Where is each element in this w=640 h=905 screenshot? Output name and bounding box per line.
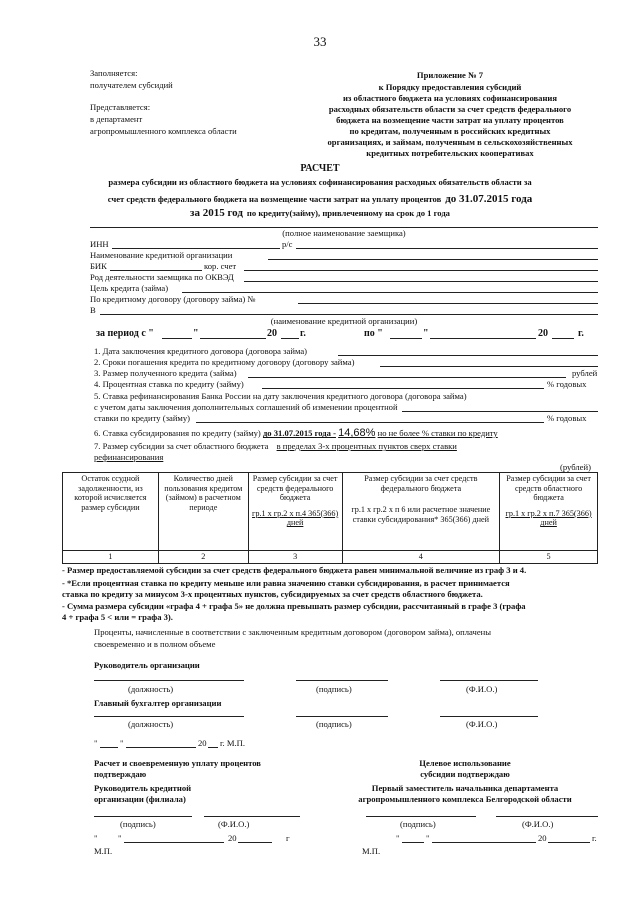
credit-org-field[interactable] (100, 314, 598, 315)
item-5c: ставки по кредиту (займу) (94, 413, 191, 423)
right-confirm-a: Целевое использование (419, 758, 511, 768)
table-number-row (63, 551, 598, 564)
period-year-1: 20 (267, 328, 277, 339)
date-year-field[interactable] (208, 747, 218, 748)
right-date-g: г. (592, 833, 597, 843)
item-3: 3. Размер полученного кредита (займа) (94, 368, 237, 378)
period-from-year[interactable] (281, 338, 299, 339)
item-6-rate: 14,68% (338, 427, 376, 439)
left-signature-field[interactable] (94, 816, 192, 817)
left-header-line-1: Заполняется: (90, 68, 138, 78)
period-from: за период с " (96, 328, 154, 339)
table-header-cell: Количество дней пользования кредитом (займом) в расчетном периоде (158, 473, 248, 551)
table-cell: 4 (342, 551, 500, 564)
item-3-field[interactable] (248, 377, 566, 378)
signature-caption: (подпись) (316, 684, 352, 694)
okved-field[interactable] (244, 281, 598, 282)
agreement-label: По кредитному договору (договору займа) № (90, 294, 256, 304)
appendix-line: из областного бюджета на условиях софинансирования (342, 93, 558, 103)
purpose-label: Цель кредита (займа) (90, 283, 169, 293)
item-2-field[interactable] (380, 366, 598, 367)
period-from-day[interactable] (162, 338, 192, 339)
borrower-name-caption: (полное наименование заемщика) (282, 228, 406, 238)
appendix-line: организациях, и займам, полученным в сельскохозяйственных (327, 137, 573, 147)
item-5a: 5. Ставка рефинансирования Банка России на дату заключения кредитного договора (договора займа) (94, 391, 467, 401)
left-header-line-5: агропромышленного комплекса области (90, 126, 237, 136)
unit-rubles: (рублей) (560, 462, 591, 472)
appendix-line: бюджета на возмещение части затрат на уплату процентов (336, 115, 564, 125)
okved-label: Род деятельности заемщика по ОКВЭД (90, 272, 234, 282)
right-mp: М.П. (362, 846, 381, 856)
date-suffix: г. М.П. (220, 738, 245, 748)
note-2a: - *Если процентная ставка по кредиту меньше или равна значению ставки субсидирования, в расчет принимается (62, 578, 510, 588)
head-position-field[interactable] (94, 680, 244, 681)
table-header-row (63, 473, 598, 551)
date-quote-2: " (120, 738, 124, 748)
fio-caption: (Ф.И.О.) (466, 719, 498, 729)
item-1: 1. Дата заключения кредитного договора (договора займа) (94, 346, 308, 356)
signature-caption: (подпись) (120, 819, 156, 829)
right-date-quote-1: " (396, 833, 400, 843)
period-to-day[interactable] (390, 338, 422, 339)
right-date-month-field[interactable] (432, 842, 536, 843)
date-day-field[interactable] (100, 747, 118, 748)
period-quote: " (193, 328, 199, 339)
left-confirm-b: подтверждаю (94, 769, 147, 779)
doc-subtitle-1: размера субсидии из областного бюджета на условиях софинансирования расходных обязательств области за (108, 177, 532, 187)
left-date-year-field[interactable] (238, 842, 272, 843)
left-header-line-3: Представляется: (90, 102, 151, 112)
left-date-month-field[interactable] (124, 842, 224, 843)
note-3b: 4 + графа 5 < или = графа 3). (62, 612, 173, 622)
fio-caption: (Ф.И.О.) (522, 819, 554, 829)
right-head-a: Первый заместитель начальника департамента (371, 783, 559, 793)
left-fio-field[interactable] (204, 816, 300, 817)
item-7c: рефинансирования (94, 452, 164, 462)
period-from-month[interactable] (200, 338, 266, 339)
accountant-position-field[interactable] (94, 716, 244, 717)
left-date-g: г (286, 833, 290, 843)
in-label: В (90, 305, 96, 315)
appendix-line: по кредитам, полученным в российских кредитных (349, 126, 551, 136)
head-signature-field[interactable] (296, 680, 388, 681)
appendix-line: расходных обязательств области за счет средств федерального (328, 104, 572, 114)
period-to-month[interactable] (430, 338, 536, 339)
accountant-fio-field[interactable] (440, 716, 538, 717)
position-caption: (должность) (128, 719, 174, 729)
item-3-unit: рублей (572, 368, 598, 378)
right-date-year-field[interactable] (548, 842, 590, 843)
paid-text-b: своевременно и в полном объеме (94, 639, 216, 649)
item-4-unit: % годовых (547, 379, 587, 389)
item-4-field[interactable] (262, 388, 544, 389)
left-confirm-a: Расчет и своевременную уплату процентов (94, 758, 261, 768)
right-signature-field[interactable] (366, 816, 476, 817)
table-cell: 1 (63, 551, 159, 564)
table-cell: 5 (500, 551, 598, 564)
rs-label: р/с (282, 239, 293, 249)
left-header-line-4: в департамент (90, 114, 143, 124)
period-to: по " (364, 328, 383, 339)
left-date-quote-1: " (94, 833, 98, 843)
position-caption: (должность) (128, 684, 174, 694)
note-1: - Размер предоставляемой субсидии за счет средств федерального бюджета равен минимальной величине из граф 3 и 4. (62, 565, 527, 575)
bank-name-field[interactable] (268, 259, 598, 260)
table-header-cell: Размер субсидии за счет средств федерального бюджета гр.1 х гр.2 х п 6 или расчетное значение ставки субсидирования* 365(366) дней (342, 473, 500, 551)
appendix-line: кредитных потребительских кооперативах (366, 148, 534, 158)
item-7: 7. Размер субсидии за счет областного бюджета в пределах 3-х процентных пунктов сверх ставки (94, 441, 457, 451)
right-head-b: агропромышленного комплекса Белгородской области (358, 794, 572, 804)
right-confirm-b: субсидии подтверждаю (420, 769, 510, 779)
bank-name-label: Наименование кредитной организации (90, 250, 233, 260)
period-year-2: 20 (538, 328, 548, 339)
item-2: 2. Сроки погашения кредита по кредитному договору (договору займа) (94, 357, 355, 367)
appendix-line: к Порядку предоставления субсидий (378, 82, 522, 92)
date-month-field[interactable] (126, 747, 196, 748)
inn-field[interactable] (112, 248, 280, 249)
subsidy-table (62, 472, 598, 564)
table-header-cell: Размер субсидии за счет средств областного бюджета гр.1 х гр.2 х п.7 365(366) дней (500, 473, 598, 551)
left-header-line-2: получателем субсидий (90, 80, 173, 90)
credit-org-caption: (наименование кредитной организации) (270, 316, 418, 326)
left-mp: М.П. (94, 846, 113, 856)
bik-label: БИК (90, 261, 107, 271)
accountant-signature-field[interactable] (296, 716, 388, 717)
right-date-year: 20 (538, 833, 547, 843)
left-date-year: 20 (228, 833, 237, 843)
item-5-field[interactable] (196, 422, 544, 423)
doc-subtitle-3: за 2015 год по кредиту(займу), привлеченному на срок до 1 года (190, 207, 450, 219)
item-5-unit: % годовых (547, 413, 587, 423)
purpose-field[interactable] (182, 292, 598, 293)
date-year: 20 (198, 738, 207, 748)
paid-text-a: Проценты, начисленные в соответствии с заключенным кредитным договором (договором займа), оплачены (94, 627, 492, 637)
kor-label: кор. счет (204, 261, 237, 271)
item-4: 4. Процентная ставка по кредиту (займу) (94, 379, 244, 389)
right-date-day-field[interactable] (402, 842, 424, 843)
rs-field[interactable] (296, 248, 598, 249)
right-date-quote-2: " (426, 833, 430, 843)
page-number: 33 (313, 34, 327, 49)
signature-caption: (подпись) (316, 719, 352, 729)
period-quote-2: " (423, 328, 429, 339)
fio-caption: (Ф.И.О.) (218, 819, 250, 829)
signature-caption: (подпись) (400, 819, 436, 829)
table-header-cell: Размер субсидии за счет средств федерального бюджета гр.1 х гр.2 х п.4 365(366) дней (248, 473, 342, 551)
head-label: Руководитель организации (94, 660, 200, 670)
note-2b: ставка по кредиту за минусом 3-х процентных пунктов, субсидируемых за счет средств областного бюджета. (62, 589, 483, 599)
left-date-quote-2: " (118, 833, 122, 843)
left-head-a: Руководитель кредитной (94, 783, 192, 793)
table-cell: 3 (248, 551, 342, 564)
chief-accountant-label: Главный бухгалтер организации (94, 698, 222, 708)
table-cell: 2 (158, 551, 248, 564)
agreement-field[interactable] (298, 303, 598, 304)
date-quote-1: " (94, 738, 98, 748)
fio-caption: (Ф.И.О.) (466, 684, 498, 694)
item-5b: с учетом даты заключения дополнительных соглашений об изменении процентной (94, 402, 398, 412)
doc-title: РАСЧЕТ (300, 163, 340, 174)
period-g-2: г. (578, 328, 584, 339)
kor-field[interactable] (244, 270, 598, 271)
period-to-year[interactable] (552, 338, 574, 339)
appendix-title: Приложение № 7 (416, 70, 484, 80)
left-head-b: организации (филиала) (94, 794, 186, 804)
note-3a: - Сумма размера субсидии «графа 4 + графа 5» не должна превышать размер субсидии, рассчитанный в графе 3 (графа (62, 601, 526, 611)
inn-label: ИНН (90, 239, 109, 249)
item-6: 6. Ставка субсидирования по кредиту (займу) до 31.07.2015 года - 14,68% но не более % ставки по кредиту (94, 427, 498, 439)
bik-field[interactable] (110, 270, 202, 271)
doc-subtitle-2: счет средств федерального бюджета на возмещение части затрат на уплату процентов до 31.07.2015 года (107, 193, 533, 205)
table-header-cell: Остаток ссудной задолженности, из которой исчисляется размер субсидии (63, 473, 159, 551)
head-fio-field[interactable] (440, 680, 538, 681)
right-fio-field[interactable] (496, 816, 598, 817)
period-g-1: г. (300, 328, 306, 339)
item-1-field[interactable] (338, 355, 598, 356)
